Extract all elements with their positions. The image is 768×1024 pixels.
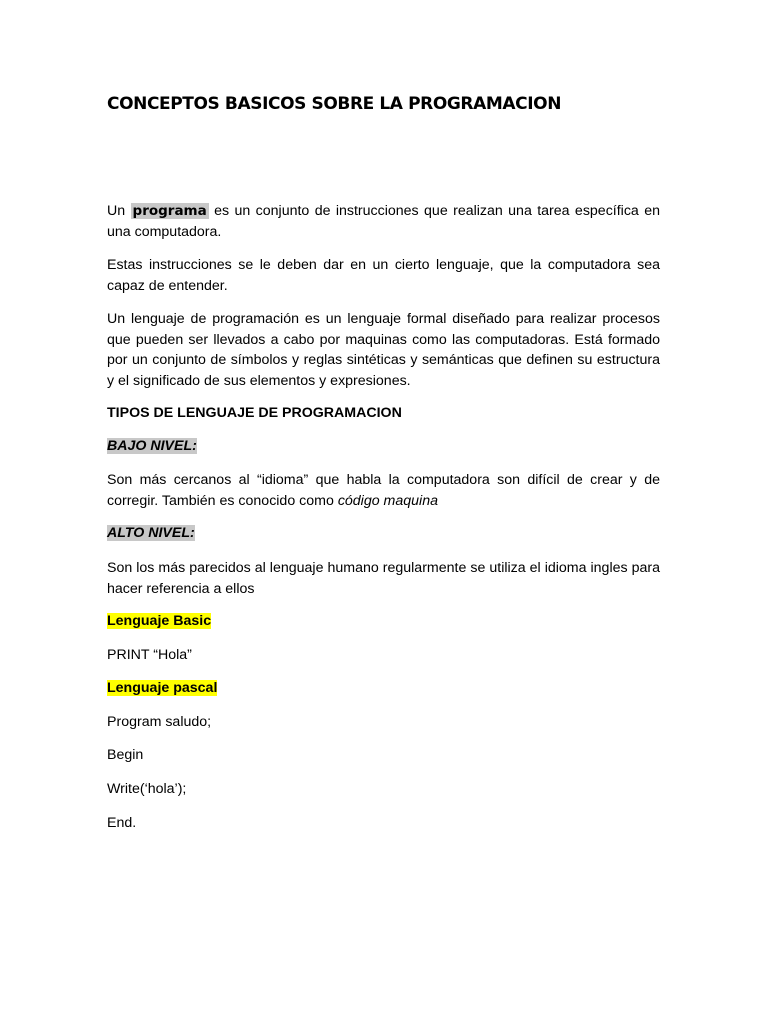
pascal-code-line: End. (107, 815, 137, 831)
document-title: CONCEPTOS BASICOS SOBRE LA PROGRAMACION (107, 94, 562, 114)
low-level-italic: código maquina (337, 492, 438, 509)
high-level-paragraph: Son los más parecidos al lenguaje humano regularmente se utiliza el idioma ingles para hacer referencia a ellos (107, 560, 660, 597)
low-level-paragraph (107, 470, 660, 511)
types-heading: TIPOS DE LENGUAJE DE PROGRAMACION (107, 405, 402, 421)
pascal-code-line: Begin (107, 747, 144, 763)
low-level-label-line (107, 436, 197, 456)
pascal-label-line (107, 678, 217, 698)
language-definition-paragraph: Un lenguaje de programación es un lenguaje formal diseñado para realizar procesos que pueden ser llevados a cabo por maquinas como las computadoras. Está formado por un conjunto de símbolos y reglas sintéticas y semánticas que definen su estructura y el significado de sus elementos y expresiones. (107, 311, 660, 389)
basic-label-line (107, 611, 211, 631)
pascal-code-line: Program saludo; (107, 714, 212, 730)
low-level-label: BAJO NIVEL: (107, 438, 197, 454)
pascal-label: Lenguaje pascal (107, 680, 218, 696)
basic-label: Lenguaje Basic (107, 613, 212, 629)
intro-after: es un conjunto de instrucciones que realizan una tarea específica en una computadora. (107, 203, 660, 240)
high-level-label-line (107, 523, 195, 543)
intro-before: Un (107, 203, 126, 219)
low-level-text: Son más cercanos al “idioma” que habla la computadora son difícil de crear y de corregir. También es conocido como (107, 472, 660, 509)
high-level-label: ALTO NIVEL: (107, 525, 195, 541)
programa-highlight: programa (132, 203, 207, 219)
pascal-code-line: Write(‘hola’); (107, 781, 187, 797)
basic-code: PRINT “Hola” (107, 647, 192, 663)
instructions-paragraph: Estas instrucciones se le deben dar en un cierto lenguaje, que la computadora sea capaz de entender. (107, 257, 660, 294)
intro-paragraph (107, 201, 660, 242)
